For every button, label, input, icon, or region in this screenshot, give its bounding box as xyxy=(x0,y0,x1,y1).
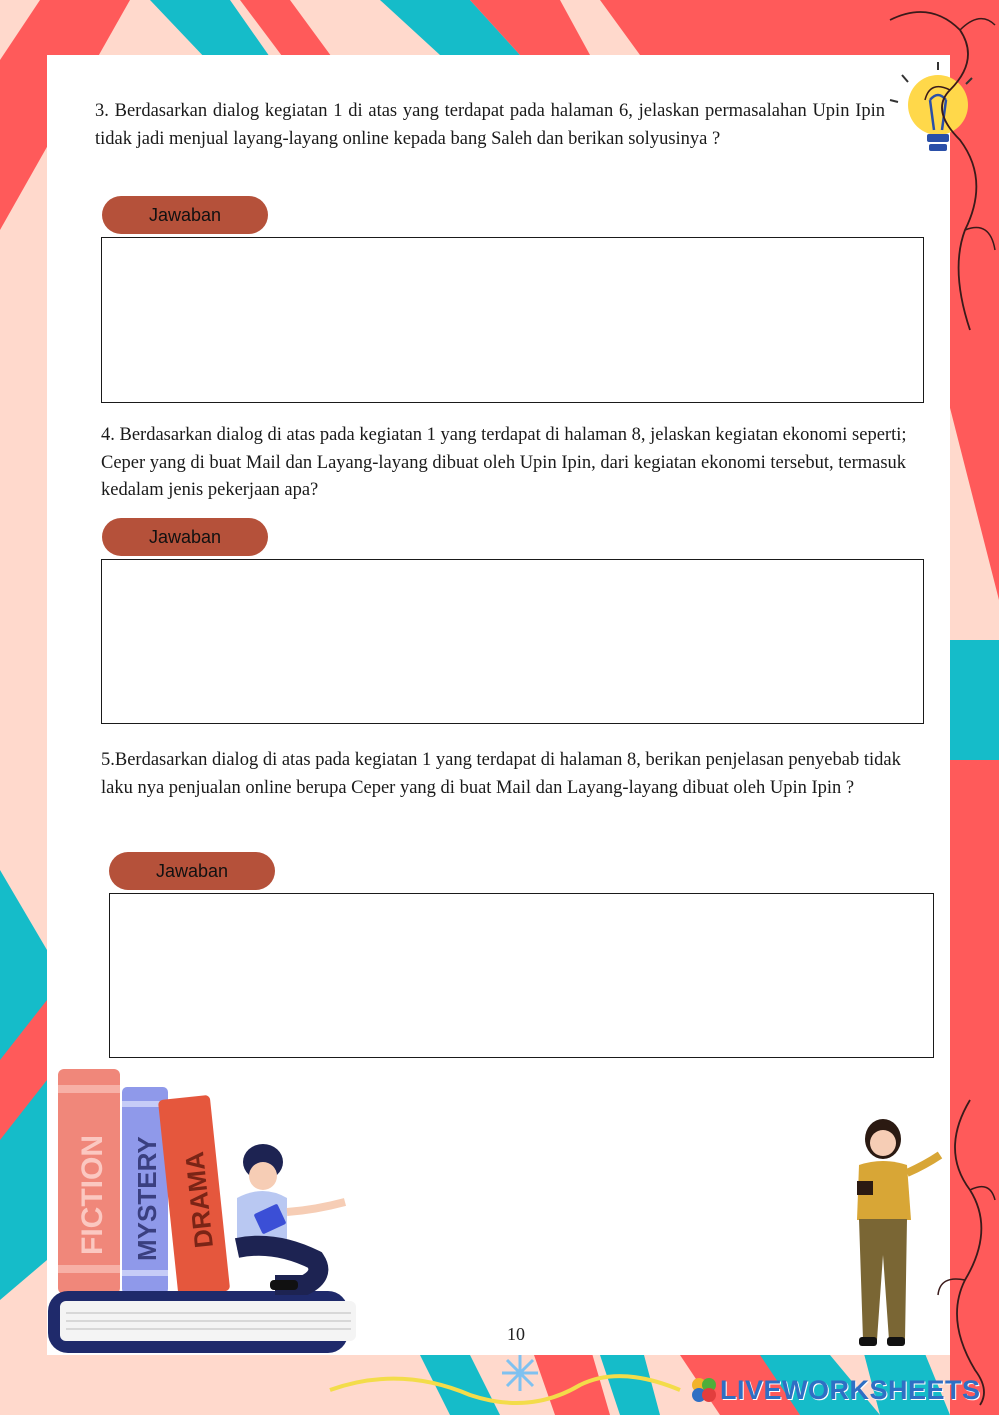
teacher-icon xyxy=(845,1115,955,1360)
answer-box-4[interactable] xyxy=(101,559,924,724)
answer-label-5: Jawaban xyxy=(109,852,275,890)
question-5-text: 5.Berdasarkan dialog di atas pada kegiatan 1 yang terdapat di halaman 8, berikan penjelasan penyebab tidak laku nya penjualan online berupa Ceper yang di buat Mail dan Layang-layang dibuat oleh Upin Ipin ? xyxy=(101,750,901,798)
answer-box-3[interactable] xyxy=(101,237,924,403)
liveworksheets-brand[interactable] xyxy=(690,1372,981,1408)
question-4-text: 4. Berdasarkan dialog di atas pada kegiatan 1 yang terdapat di halaman 8, jelaskan kegiatan ekonomi seperti; Ceper yang di buat Mail dan Layang-layang dibuat oleh Upin Ipin, dari kegiatan ekonomi tersebut, termasuk kedalam jenis pekerjaan apa? xyxy=(101,425,907,500)
answer-label-3: Jawaban xyxy=(102,196,268,234)
book-spine-drama: DRAMA xyxy=(179,1150,219,1250)
book-spine-mystery: MYSTERY xyxy=(132,1136,162,1261)
question-3-text: 3. Berdasarkan dialog kegiatan 1 di atas yang terdapat pada halaman 6, jelaskan permasalahan Upin Ipin tidak jadi menjual layang-layang online kepada bang Saleh dan berikan solyusinya ? xyxy=(95,101,885,149)
liveworksheets-wordmark: LIVEWORKSHEETS xyxy=(720,1374,981,1405)
answer-label-4: Jawaban xyxy=(102,518,268,556)
answer-box-5[interactable] xyxy=(109,893,934,1058)
boy-reading-icon xyxy=(215,1140,365,1300)
firework-icon xyxy=(320,1345,700,1415)
book-spine-fiction: FICTION xyxy=(76,1135,109,1255)
liveworksheets-logo-icon xyxy=(690,1376,718,1404)
page-number: 10 xyxy=(507,1324,525,1344)
